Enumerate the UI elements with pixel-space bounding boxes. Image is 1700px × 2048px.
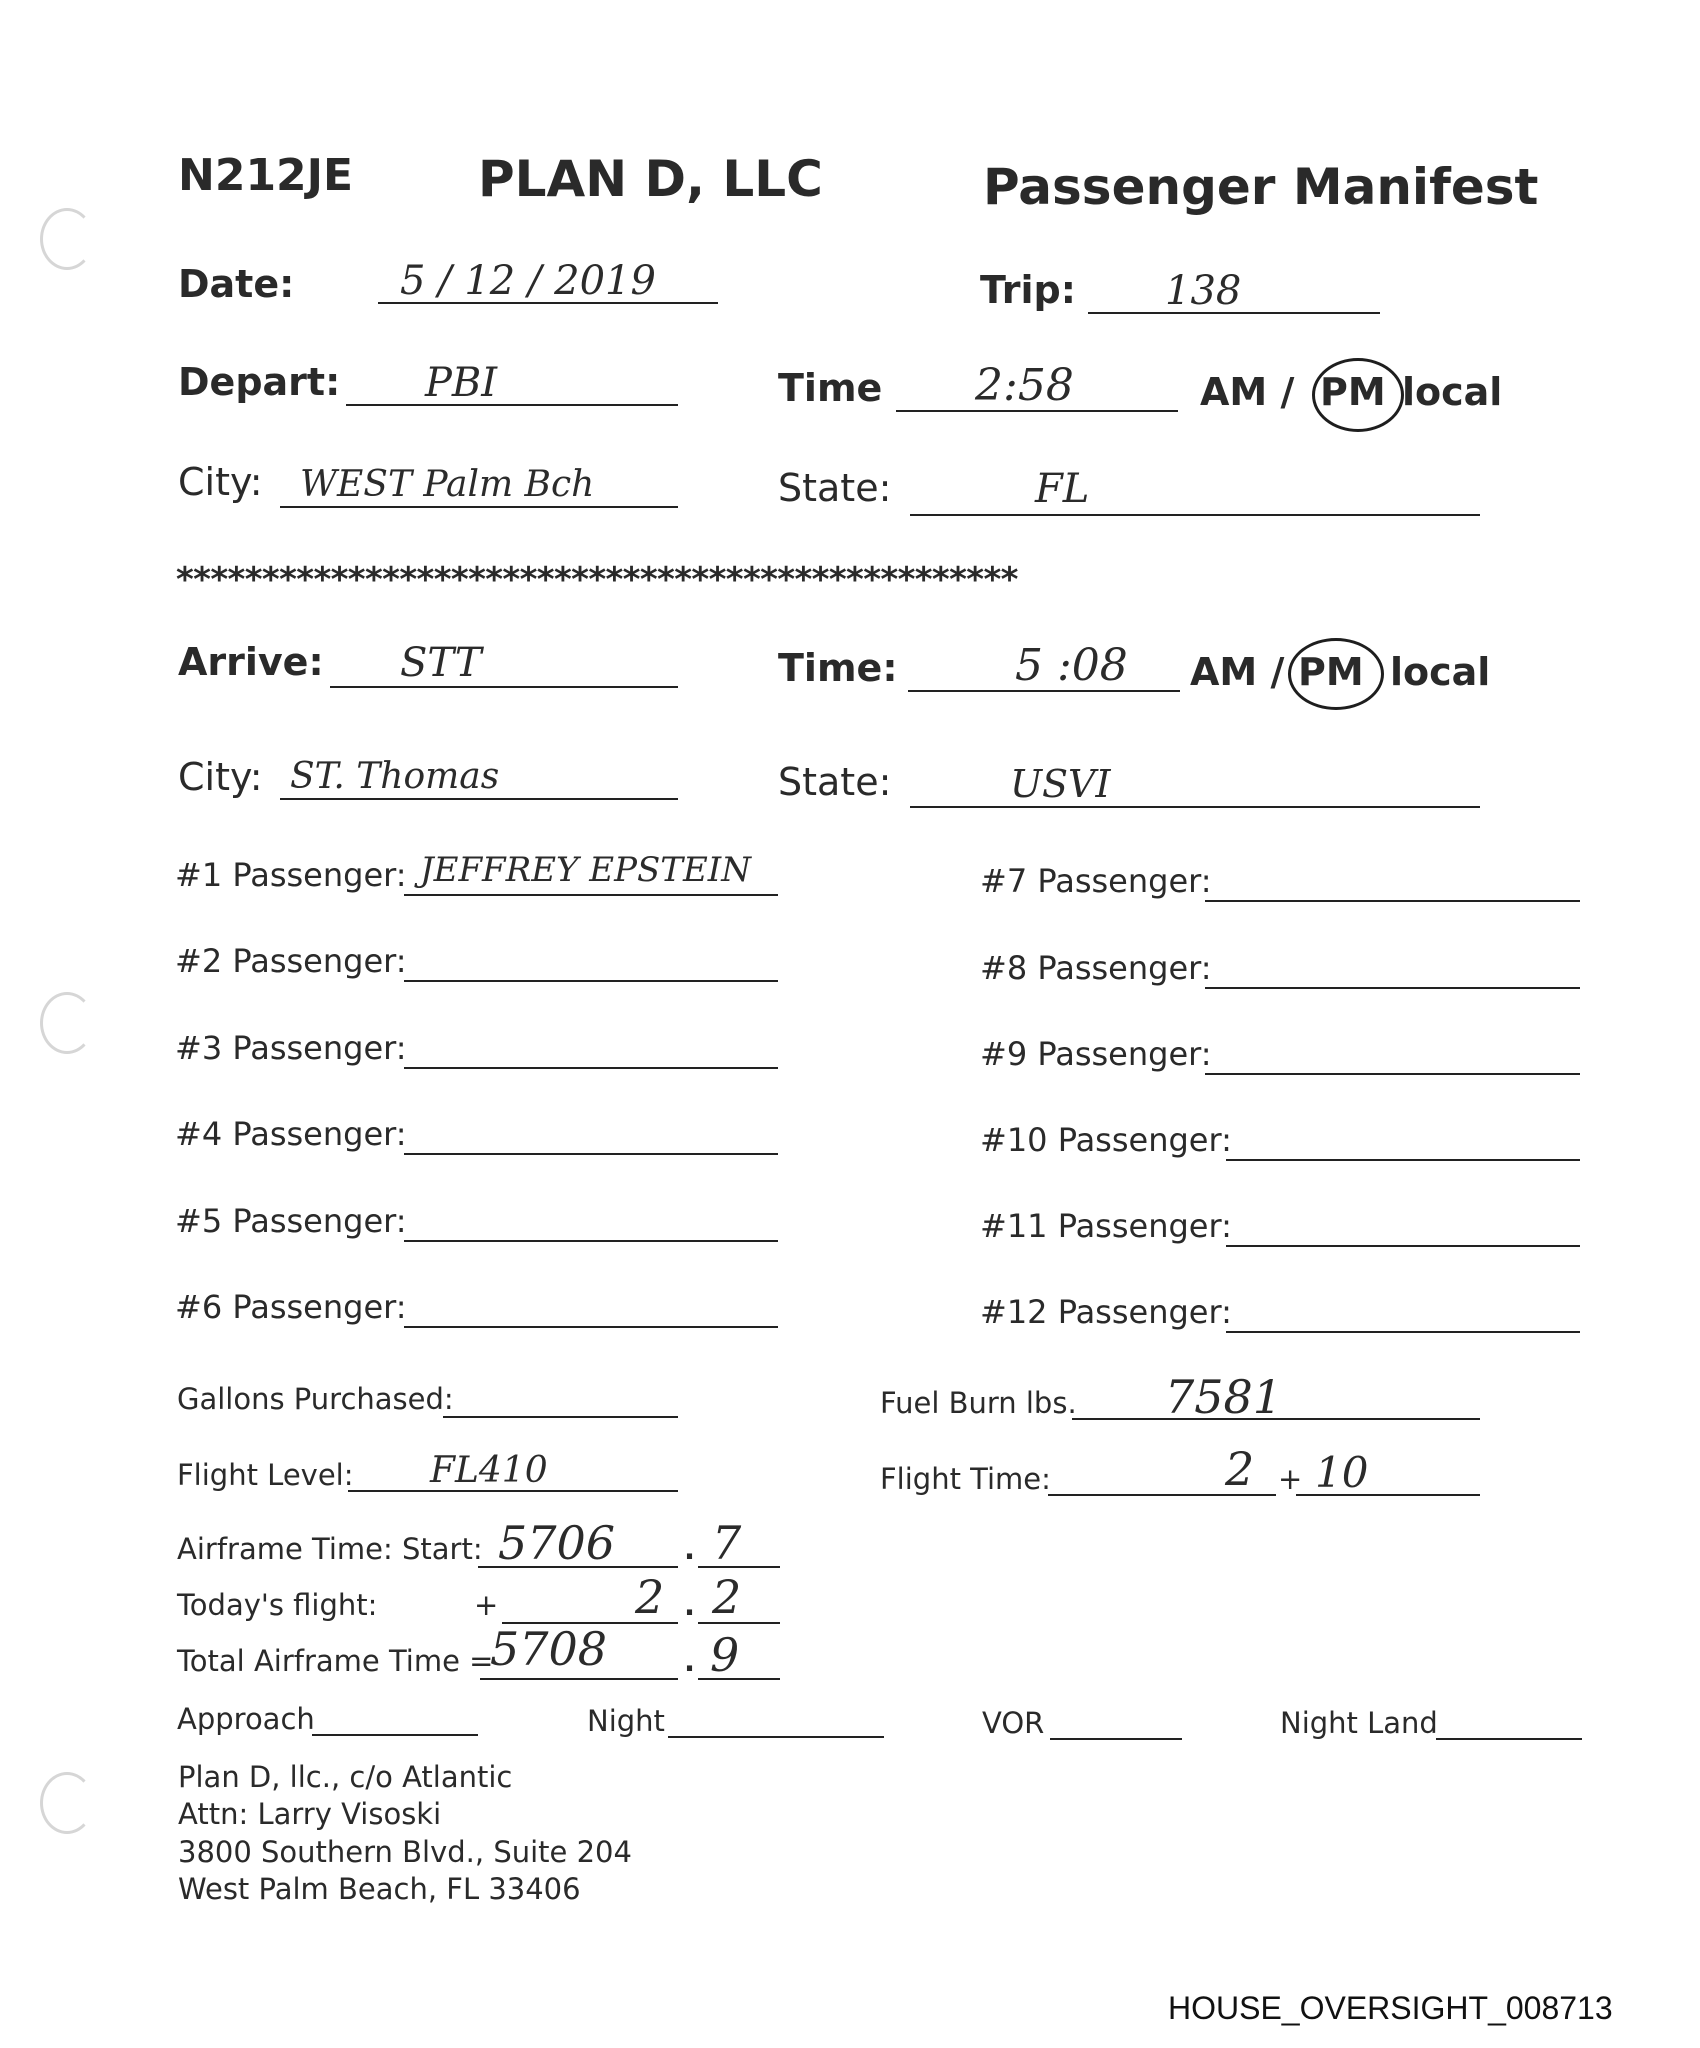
passenger-5-label: #5 Passenger: [175, 1202, 407, 1240]
address-line-4: West Palm Beach, FL 33406 [178, 1872, 581, 1906]
airframe-start-label: Airframe Time: Start: [177, 1532, 483, 1566]
address-line-1: Plan D, llc., c/o Atlantic [178, 1760, 513, 1794]
depart-state-line [910, 514, 1480, 516]
passenger-12-label: #12 Passenger: [980, 1293, 1232, 1331]
gallons-line [443, 1416, 678, 1418]
passenger-10-line [1226, 1159, 1580, 1161]
binder-hole-middle [40, 992, 94, 1054]
todays-flight-whole: 2 [635, 1570, 665, 1624]
fuel-burn-label: Fuel Burn lbs. [880, 1386, 1077, 1420]
flight-time-hours: 2 [1225, 1442, 1255, 1496]
passenger-8-line [1205, 987, 1580, 989]
arrive-state-line [910, 806, 1480, 808]
flight-time-minutes: 10 [1315, 1448, 1369, 1497]
arrive-state-label: State: [778, 760, 892, 804]
passenger-11-line [1226, 1245, 1580, 1247]
arrive-am-label: AM / [1190, 650, 1285, 694]
flight-time-label: Flight Time: [880, 1462, 1051, 1496]
company-name: PLAN D, LLC [478, 150, 823, 208]
passenger-11-label: #11 Passenger: [980, 1207, 1232, 1245]
tail-number: N212JE [178, 150, 354, 201]
document-id: HOUSE_OVERSIGHT_008713 [1168, 1990, 1613, 2026]
binder-hole-bottom [40, 1772, 94, 1834]
passenger-1-line [404, 894, 778, 896]
passenger-8-label: #8 Passenger: [980, 949, 1212, 987]
arrive-time-value: 5 :08 [1015, 640, 1128, 691]
todays-flight-tenth: 2 [712, 1570, 742, 1624]
night-land-line [1436, 1738, 1582, 1740]
passenger-3-label: #3 Passenger: [175, 1029, 407, 1067]
airframe-start-whole: 5706 [498, 1516, 616, 1570]
depart-city-line [280, 506, 678, 508]
date-label: Date: [178, 262, 295, 306]
passenger-7-line [1205, 900, 1580, 902]
depart-city-value: WEST Palm Bch [300, 464, 595, 505]
passenger-9-label: #9 Passenger: [980, 1035, 1212, 1073]
address-line-3: 3800 Southern Blvd., Suite 204 [178, 1835, 632, 1869]
passenger-4-line [404, 1153, 778, 1155]
flight-time-separator: + [1278, 1462, 1303, 1496]
night-line [668, 1736, 884, 1738]
total-airframe-decimal: . [684, 1644, 696, 1678]
arrive-value: STT [400, 640, 482, 686]
arrive-city-value: ST. Thomas [290, 756, 500, 797]
vor-line [1050, 1738, 1182, 1740]
depart-value: PBI [425, 360, 498, 406]
passenger-1-value: JEFFREY EPSTEIN [420, 850, 751, 890]
gallons-label: Gallons Purchased: [177, 1382, 454, 1416]
passenger-10-label: #10 Passenger: [980, 1121, 1232, 1159]
arrive-label: Arrive: [178, 640, 324, 684]
binder-hole-top [40, 208, 94, 270]
arrive-time-label: Time: [778, 646, 898, 690]
passenger-6-label: #6 Passenger: [175, 1288, 407, 1326]
depart-local-label: local [1402, 370, 1503, 414]
depart-city-label: City: [178, 460, 263, 504]
separator-stars: ************************************************* [176, 560, 1018, 600]
flight-level-label: Flight Level: [177, 1458, 354, 1492]
todays-flight-label: Today's flight: [177, 1588, 378, 1622]
date-value: 5 / 12 / 2019 [400, 258, 656, 304]
total-airframe-tenth: 9 [710, 1628, 740, 1682]
passenger-5-line [404, 1240, 778, 1242]
vor-label: VOR [982, 1706, 1045, 1740]
passenger-2-label: #2 Passenger: [175, 942, 407, 980]
arrive-pm-label: PM [1298, 650, 1364, 694]
depart-am-label: AM / [1200, 370, 1295, 414]
passenger-7-label: #7 Passenger: [980, 862, 1212, 900]
address-line-2: Attn: Larry Visoski [178, 1797, 442, 1831]
flight-level-value: FL410 [430, 1450, 548, 1491]
depart-line [346, 404, 678, 406]
depart-label: Depart: [178, 360, 341, 404]
depart-state-label: State: [778, 466, 892, 510]
arrive-local-label: local [1390, 650, 1491, 694]
arrive-line [330, 686, 678, 688]
passenger-3-line [404, 1067, 778, 1069]
total-airframe-line-whole [480, 1678, 678, 1680]
passenger-12-line [1226, 1331, 1580, 1333]
depart-time-label: Time [778, 366, 883, 410]
approach-label: Approach [177, 1702, 315, 1736]
passenger-4-label: #4 Passenger: [175, 1115, 407, 1153]
trip-label: Trip: [980, 268, 1076, 312]
arrive-city-line [280, 798, 678, 800]
form-title: Passenger Manifest [983, 158, 1539, 216]
depart-state-value: FL [1035, 466, 1090, 512]
depart-time-value: 2:58 [975, 360, 1074, 411]
passenger-2-line [404, 980, 778, 982]
airframe-start-decimal: . [684, 1532, 696, 1566]
night-land-label: Night Land [1280, 1706, 1438, 1740]
depart-pm-label: PM [1320, 370, 1386, 414]
passenger-1-label: #1 Passenger: [175, 856, 407, 894]
airframe-start-tenth: 7 [712, 1516, 742, 1570]
todays-flight-decimal: . [684, 1588, 696, 1622]
trip-value: 138 [1165, 268, 1242, 314]
total-airframe-label: Total Airframe Time = [177, 1644, 494, 1678]
arrive-city-label: City: [178, 755, 263, 799]
arrive-state-value: USVI [1010, 762, 1111, 806]
approach-line [312, 1734, 478, 1736]
fuel-burn-value: 7581 [1165, 1370, 1283, 1424]
night-label: Night [587, 1704, 665, 1738]
todays-flight-plus: + [474, 1588, 499, 1622]
passenger-6-line [404, 1326, 778, 1328]
passenger-9-line [1205, 1073, 1580, 1075]
total-airframe-whole: 5708 [490, 1622, 608, 1676]
